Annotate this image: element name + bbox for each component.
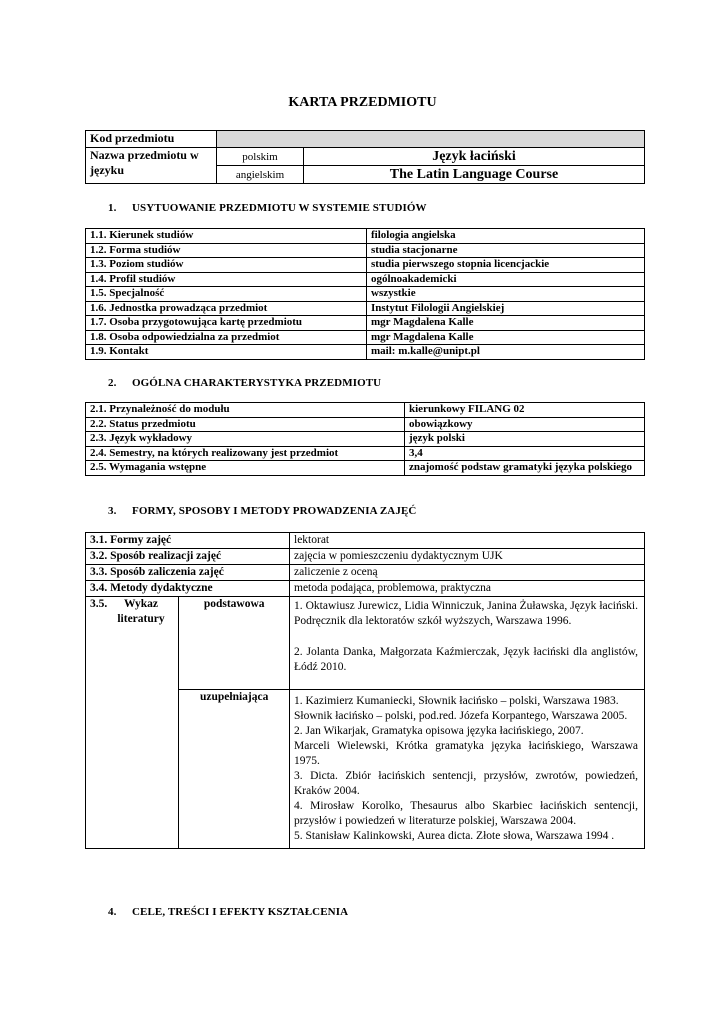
list-item: 1. Oktawiusz Jurewicz, Lidia Winniczuk, Janina Żuławska, Język łaciński. Podręcznik dla lektoratów szkół wyższych, Warszawa 1996. bbox=[294, 600, 638, 627]
row-value: studia pierwszego stopnia licencjackie bbox=[367, 258, 645, 273]
section-2-heading bbox=[108, 377, 381, 389]
row-label: 3.1. Formy zajęć bbox=[86, 533, 290, 549]
row-value: mgr Magdalena Kalle bbox=[367, 330, 645, 345]
row-label: 1.7. Osoba przygotowująca kartę przedmiotu bbox=[86, 316, 367, 331]
supplementary-literature-list bbox=[290, 690, 645, 849]
row-value: znajomość podstaw gramatyki języka polskiego bbox=[405, 461, 645, 476]
row-label: 1.6. Jednostka prowadząca przedmiot bbox=[86, 301, 367, 316]
row-value: 3,4 bbox=[405, 446, 645, 461]
row-label: 1.9. Kontakt bbox=[86, 345, 367, 360]
row-label: 3.2. Sposób realizacji zajęć bbox=[86, 549, 290, 565]
list-item: 5. Stanisław Kalinkowski, Aurea dicta. Złote słowa, Warszawa 1994 . bbox=[294, 830, 615, 842]
row-value: kierunkowy FILANG 02 bbox=[405, 403, 645, 418]
row-label: 1.8. Osoba odpowiedzialna za przedmiot bbox=[86, 330, 367, 345]
row-value: lektorat bbox=[290, 533, 645, 549]
row-value: mgr Magdalena Kalle bbox=[367, 316, 645, 331]
row-label: 2.3. Język wykładowy bbox=[86, 432, 405, 447]
basic-literature-list bbox=[290, 597, 645, 690]
literature-number: 3.5. bbox=[90, 598, 108, 610]
literature-label-cell bbox=[86, 597, 179, 849]
row-value: ogólnoakademicki bbox=[367, 272, 645, 287]
list-item: 2. Jan Wikarjak, Gramatyka opisowa języka łacińskiego, 2007. bbox=[294, 725, 584, 737]
section-3-number: 3. bbox=[108, 505, 117, 517]
section-2-title: OGÓLNA CHARAKTERYSTYKA PRZEDMIOTU bbox=[132, 377, 382, 389]
row-label: 3.3. Sposób zaliczenia zajęć bbox=[86, 565, 290, 581]
row-value: obowiązkowy bbox=[405, 417, 645, 432]
row-label: 2.1. Przynależność do modułu bbox=[86, 403, 405, 418]
row-label: 1.3. Poziom studiów bbox=[86, 258, 367, 273]
list-item: 2. Jolanta Danka, Małgorzata Kaźmierczak, Język łaciński dla anglistów, Łódź 2010. bbox=[294, 646, 638, 673]
course-name-en: The Latin Language Course bbox=[304, 166, 645, 184]
row-value: metoda podająca, problemowa, praktyczna bbox=[290, 581, 645, 597]
row-value: Instytut Filologii Angielskiej bbox=[367, 301, 645, 316]
section-1-title: USYTUOWANIE PRZEDMIOTU W SYSTEMIE STUDIÓW bbox=[132, 202, 427, 214]
literature-label: Wykaz literatury bbox=[117, 598, 165, 625]
section-2-table bbox=[85, 402, 645, 476]
row-label: 2.2. Status przedmiotu bbox=[86, 417, 405, 432]
list-item: Słownik łacińsko – polski, pod.red. Józefa Korpantego, Warszawa 2005. bbox=[294, 710, 628, 722]
row-value: wszystkie bbox=[367, 287, 645, 302]
contact-email[interactable]: mail: m.kalle@unipt.pl bbox=[367, 345, 645, 360]
row-value: filologia angielska bbox=[367, 229, 645, 244]
section-3-table bbox=[85, 532, 645, 849]
lang-en: angielskim bbox=[217, 166, 304, 184]
list-item: 4. Mirosław Korolko, Thesaurus albo Skarbiec łacińskich sentencji, przysłów i powiedzeń w literaturze polskiej, Warszawa 2004. bbox=[294, 800, 638, 827]
row-value: zajęcia w pomieszczeniu dydaktycznym UJK bbox=[290, 549, 645, 565]
row-label: 2.4. Semestry, na których realizowany jest przedmiot bbox=[86, 446, 405, 461]
section-1-heading bbox=[108, 202, 427, 214]
row-value: zaliczenie z oceną bbox=[290, 565, 645, 581]
lang-pl: polskim bbox=[217, 148, 304, 166]
row-label: 1.1. Kierunek studiów bbox=[86, 229, 367, 244]
section-4-number: 4. bbox=[108, 906, 117, 918]
section-1-number: 1. bbox=[108, 202, 117, 214]
row-label: 1.4. Profil studiów bbox=[86, 272, 367, 287]
supplementary-literature-label: uzupełniająca bbox=[179, 690, 290, 849]
page-title: KARTA PRZEDMIOTU bbox=[288, 95, 437, 110]
name-label: Nazwa przedmiotu w języku bbox=[86, 148, 217, 184]
row-label: 3.4. Metody dydaktyczne bbox=[86, 581, 290, 597]
row-label: 1.5. Specjalność bbox=[86, 287, 367, 302]
section-2-number: 2. bbox=[108, 377, 117, 389]
course-header-table bbox=[85, 130, 645, 184]
row-label: 1.2. Forma studiów bbox=[86, 243, 367, 258]
section-3-title: FORMY, SPOSOBY I METODY PROWADZENIA ZAJĘĆ bbox=[132, 505, 417, 517]
section-1-table bbox=[85, 228, 645, 360]
list-item: Marceli Wielewski, Krótka gramatyka języka łacińskiego, Warszawa 1975. bbox=[294, 740, 638, 767]
row-value: studia stacjonarne bbox=[367, 243, 645, 258]
code-label: Kod przedmiotu bbox=[86, 131, 217, 148]
section-4-heading bbox=[108, 906, 348, 918]
list-item: 3. Dicta. Zbiór łacińskich sentencji, przysłów, zwrotów, powiedzeń, Kraków 2004. bbox=[294, 770, 638, 797]
list-item: 1. Kazimierz Kumaniecki, Słownik łacińsko – polski, Warszawa 1983. bbox=[294, 695, 619, 707]
course-name-pl: Język łaciński bbox=[304, 148, 645, 166]
row-value: język polski bbox=[405, 432, 645, 447]
row-label: 2.5. Wymagania wstępne bbox=[86, 461, 405, 476]
section-3-heading bbox=[108, 505, 416, 517]
code-value bbox=[217, 131, 645, 148]
basic-literature-label: podstawowa bbox=[179, 597, 290, 690]
section-4-title: CELE, TREŚCI I EFEKTY KSZTAŁCENIA bbox=[132, 906, 349, 918]
